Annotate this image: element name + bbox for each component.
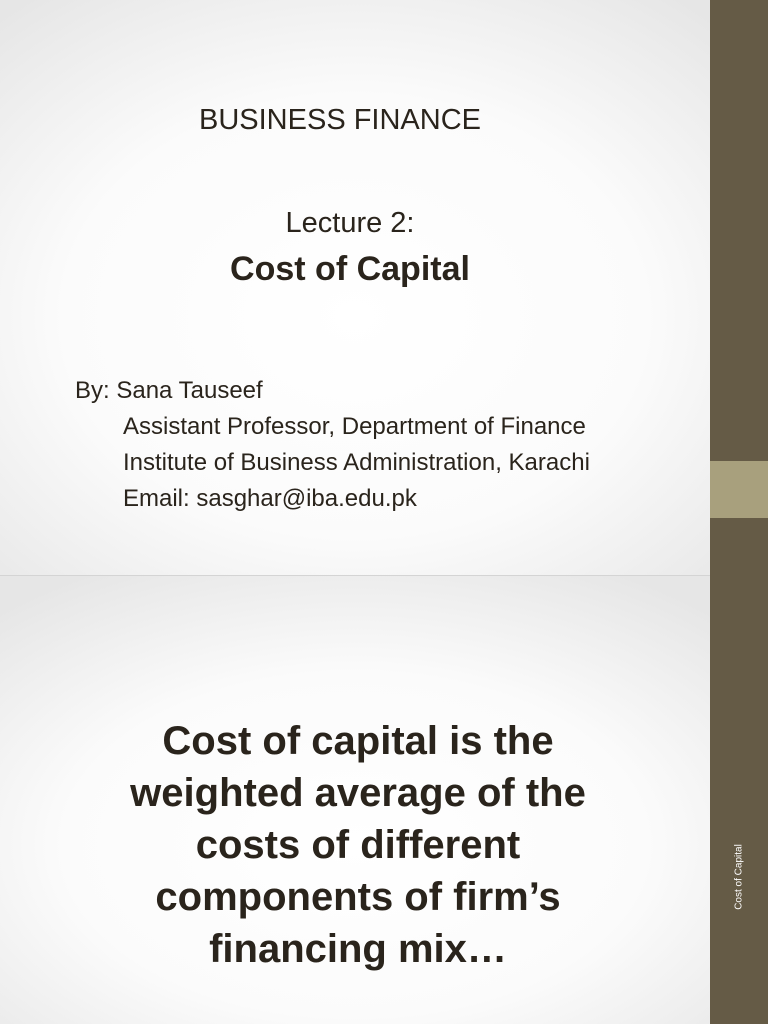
slide-footer-label: Cost of Capital [733, 844, 745, 910]
author-institution: Institute of Business Administration, Karachi [123, 449, 590, 476]
slide-definition [0, 576, 710, 1024]
author-by-line: By: Sana Tauseef [75, 377, 263, 404]
author-position: Assistant Professor, Department of Finance [123, 413, 586, 440]
definition-line: Cost of capital is the [162, 719, 554, 763]
definition-line: financing mix… [209, 927, 507, 971]
author-block [75, 373, 590, 517]
lecture-title: Cost of Capital [230, 250, 470, 288]
sidebar-accent-block [710, 461, 768, 518]
lecture-label: Lecture 2: [285, 207, 415, 239]
author-email: Email: sasghar@iba.edu.pk [123, 485, 417, 512]
definition-line: weighted average of the [130, 771, 586, 815]
sidebar-band [710, 0, 768, 1024]
definition-text [0, 715, 710, 975]
course-title: BUSINESS FINANCE [199, 104, 481, 136]
definition-line: components of firm’s [155, 875, 561, 919]
definition-line: costs of different [195, 823, 521, 867]
